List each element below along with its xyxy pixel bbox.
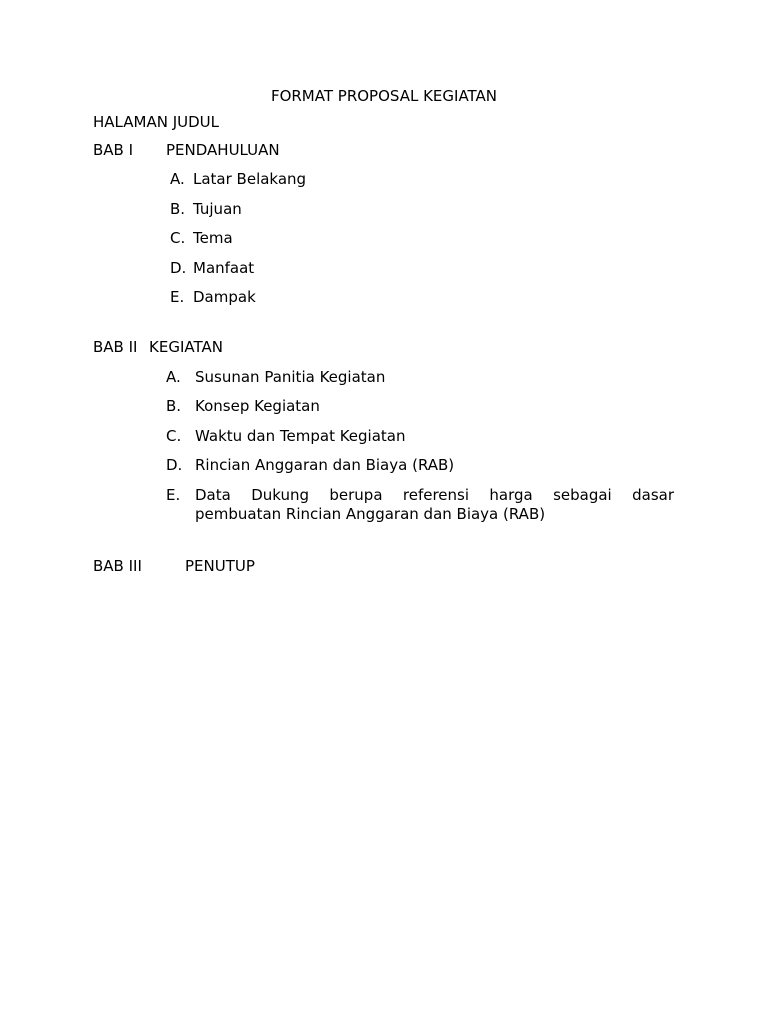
bab1-item-d-marker: D. bbox=[170, 259, 187, 277]
bab1-heading: PENDAHULUAN bbox=[166, 141, 280, 159]
bab3-heading: PENUTUP bbox=[185, 557, 255, 575]
bab1-item-c-text: Tema bbox=[193, 229, 233, 247]
bab2-item-c-text: Waktu dan Tempat Kegiatan bbox=[195, 427, 406, 445]
bab1-item-a-marker: A. bbox=[170, 170, 185, 188]
bab1-item-b-text: Tujuan bbox=[193, 200, 242, 218]
bab2-item-b-text: Konsep Kegiatan bbox=[195, 397, 320, 415]
bab1-item-a-text: Latar Belakang bbox=[193, 170, 307, 188]
bab1-label: BAB I bbox=[93, 141, 134, 159]
halaman-judul-heading: HALAMAN JUDUL bbox=[93, 113, 219, 131]
bab1-item-e-marker: E. bbox=[170, 288, 185, 306]
bab2-item-b-marker: B. bbox=[166, 397, 182, 415]
bab1-item-e-text: Dampak bbox=[193, 288, 256, 306]
bab2-item-e-marker: E. bbox=[166, 486, 181, 504]
bab2-item-c-marker: C. bbox=[166, 427, 182, 445]
bab1-item-d-text: Manfaat bbox=[193, 259, 255, 277]
bab1-item-b-marker: B. bbox=[170, 200, 186, 218]
bab2-item-d-text: Rincian Anggaran dan Biaya (RAB) bbox=[195, 456, 455, 474]
document-title: FORMAT PROPOSAL KEGIATAN bbox=[270, 87, 498, 105]
bab2-heading: KEGIATAN bbox=[149, 338, 223, 356]
bab1-item-c-marker: C. bbox=[170, 229, 186, 247]
bab2-item-e-text-line1: Data Dukung berupa referensi harga sebagai dasar bbox=[195, 486, 674, 504]
bab2-item-e-text bbox=[195, 486, 674, 524]
bab2-label: BAB II bbox=[93, 338, 138, 356]
bab2-item-a-marker: A. bbox=[166, 368, 181, 386]
bab2-item-e-text-line2: pembuatan Rincian Anggaran dan Biaya (RAB) bbox=[195, 505, 546, 523]
bab3-label: BAB III bbox=[93, 557, 142, 575]
bab2-item-a-text: Susunan Panitia Kegiatan bbox=[195, 368, 386, 386]
bab2-item-d-marker: D. bbox=[166, 456, 183, 474]
